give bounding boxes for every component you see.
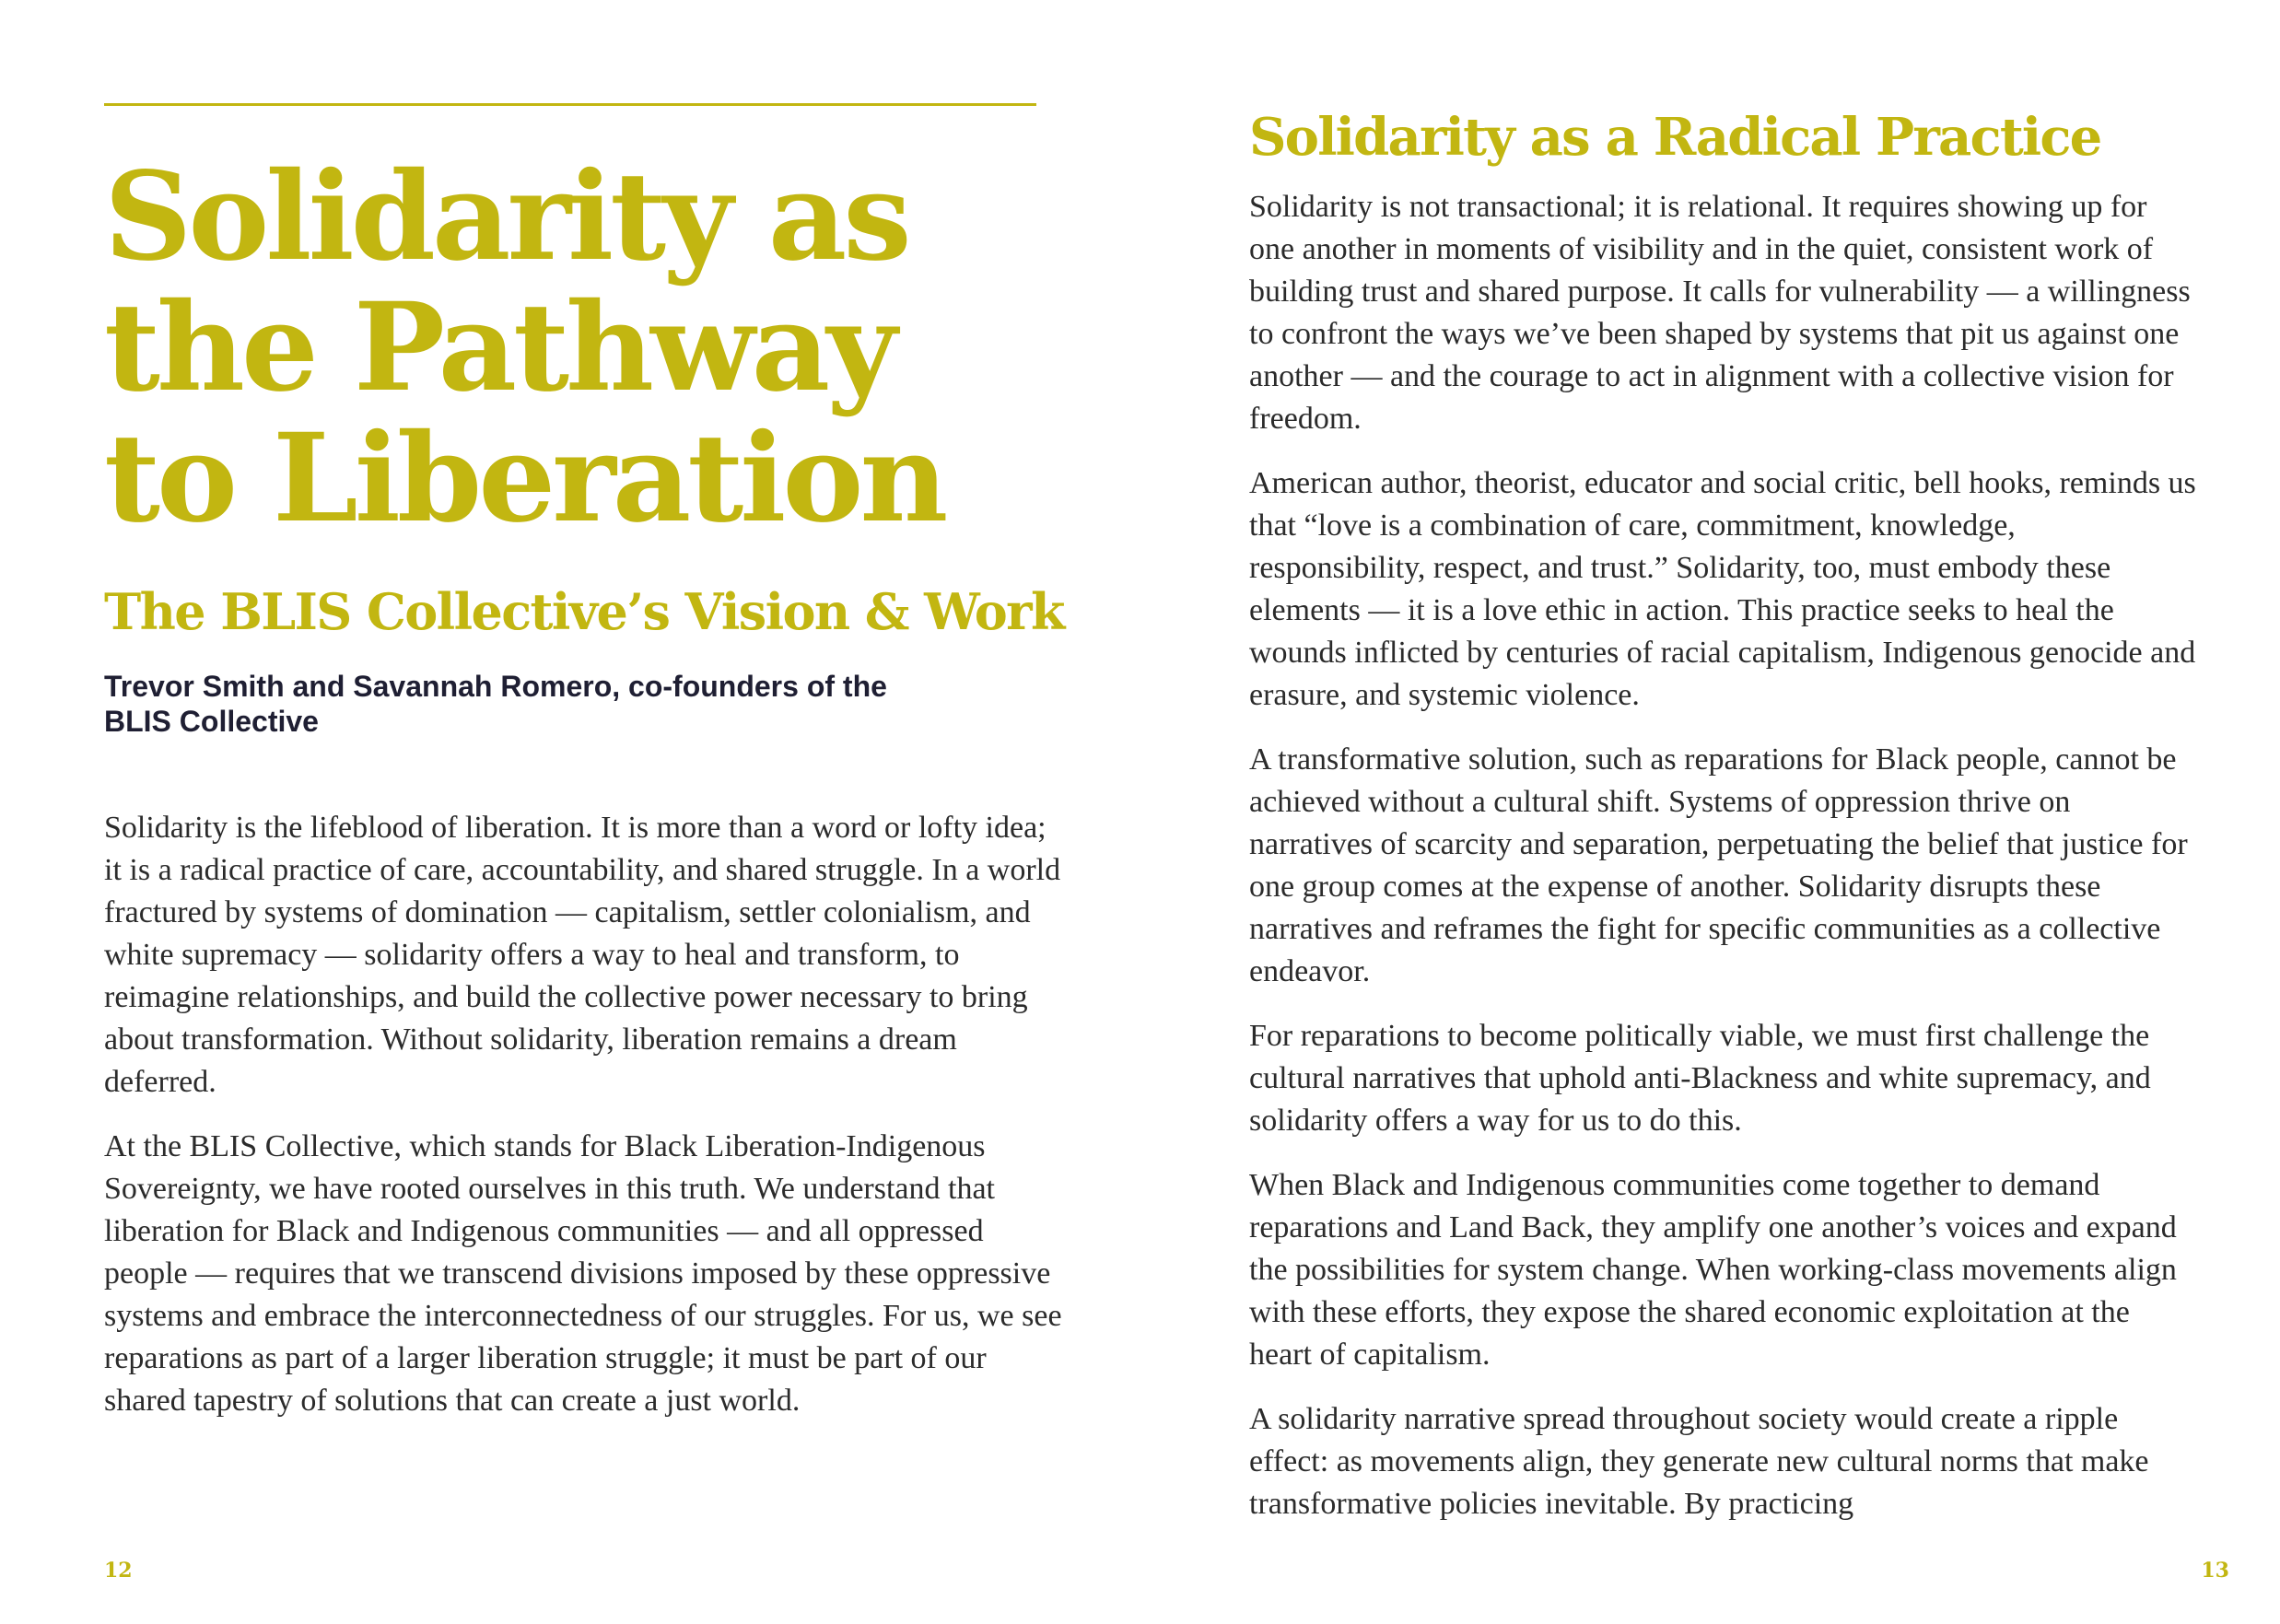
right-paragraph-6: A solidarity narrative spread throughout society would create a ripple effect: as movements align, they generate new cultural norms that make transformative policies inevitable. By practicing [1249,1402,2149,1521]
title-line-2: the Pathway [104,276,894,419]
right-paragraph-2: American author, theorist, educator and social critic, bell hooks, reminds us that “love is a combination of care, commitment, knowledge, responsibility, respect, and trust.” Solidarity, too, must embody these elements — it is a love ethic in action. This practice seeks to heal the wounds inflicted by centuries of racial capitalism, Indigenous genocide and erasure, and systemic violence. [1249,466,2196,712]
left-body-text [104,807,1062,1444]
right-body-text [1249,186,2198,1548]
left-paragraph-2: At the BLIS Collective, which stands for Black Liberation-Indigenous Sovereignty, we have rooted ourselves in this truth. We understand that liberation for Black and Indigenous communities — and all oppressed people — requires that we transcend divisions imposed by these oppressive systems and embrace the interconnectedness of our struggles. For us, we see reparations as part of a larger liberation struggle; it must be part of our shared tapestry of solutions that can create a just world. [104,1129,1062,1418]
right-paragraph-5: When Black and Indigenous communities come together to demand reparations and Land Back, they amplify one another’s voices and expand the possibilities for system change. When working-class movements align with these efforts, they expose the shared economic exploitation at the heart of capitalism. [1249,1168,2177,1372]
page-number-left: 12 [104,1559,133,1583]
right-paragraph-4: For reparations to become politically viable, we must first challenge the cultural narratives that uphold anti-Blackness and white supremacy, and solidarity offers a way for us to do this. [1249,1019,2151,1138]
page-title [104,146,1099,550]
section-heading: Solidarity as a Radical Practice [1249,107,2101,168]
title-line-1: Solidarity as [104,146,908,288]
right-paragraph-1: Solidarity is not transactional; it is relational. It requires showing up for one another in moments of visibility and in the quiet, consistent work of building trust and shared purpose. It calls for vulnerability — a willingness to confront the ways we’ve been shaped by systems that pit us against one another — and the courage to act in alignment with a collective vision for freedom. [1249,190,2191,436]
title-line-3: to Liberation [104,407,945,550]
author-byline: Trevor Smith and Savannah Romero, co-founders of the BLIS Collective [104,670,887,738]
left-paragraph-1: Solidarity is the lifeblood of liberation. It is more than a word or lofty idea; it is a radical practice of care, accountability, and shared struggle. In a world fractured by systems of domination — capitalism, settler colonialism, and white supremacy — solidarity offers a way to heal and transform, to reimagine relationships, and build the collective power necessary to bring about transformation. Without solidarity, liberation remains a dream deferred. [104,811,1061,1099]
right-page [1140,0,2280,1624]
page-number-right: 13 [2201,1559,2229,1583]
right-paragraph-3: A transformative solution, such as reparations for Black people, cannot be achieved without a cultural shift. Systems of oppression thrive on narratives of scarcity and separation, perpetuating the belief that justice for one group comes at the expense of another. Solidarity disrupts these narratives and reframes the fight for specific communities as a collective endeavor. [1249,742,2188,988]
top-rule [104,103,1036,106]
subtitle: The BLIS Collective’s Vision & Work [104,582,1064,641]
